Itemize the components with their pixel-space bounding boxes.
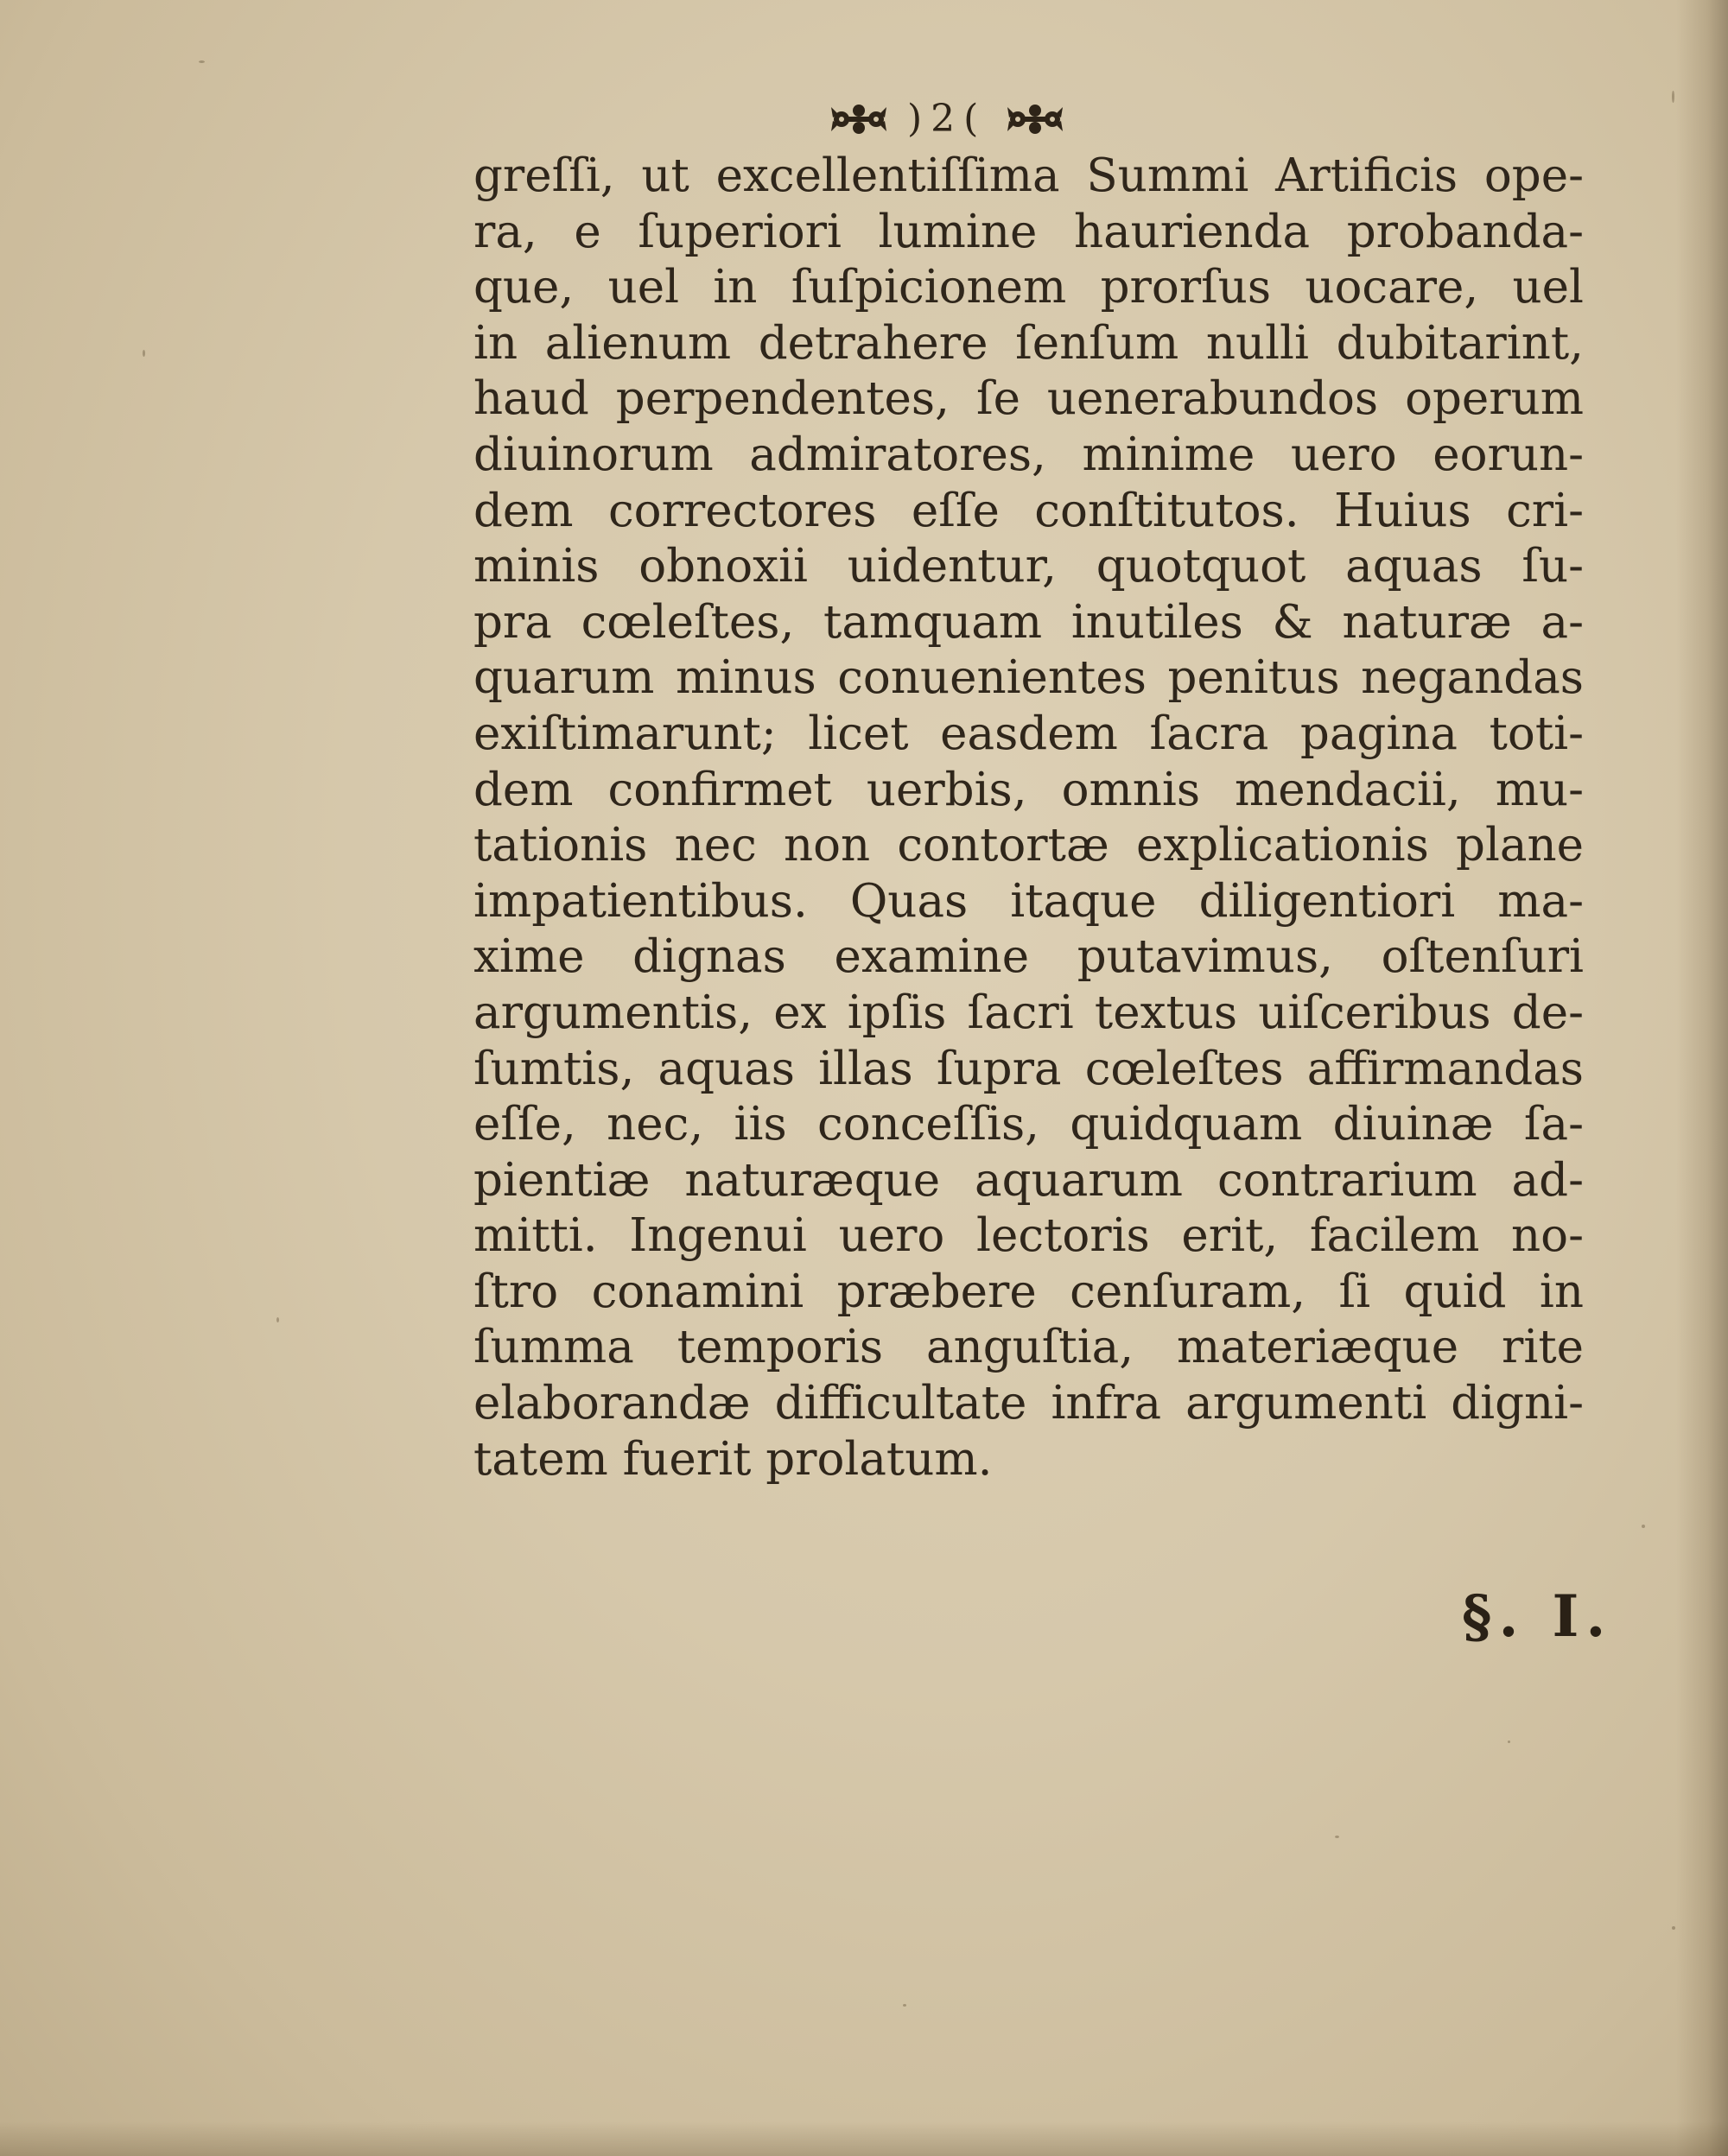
paper-speck	[143, 350, 145, 357]
body-text	[473, 149, 1584, 1487]
text-line: xime dignas examine putavimus, oſtenſuri	[473, 930, 1584, 984]
running-header	[829, 93, 1175, 145]
text-line: ſtro conamini præbere cenſuram, ſi quid in	[473, 1265, 1584, 1318]
text-line: in alienum detrahere ſenſum nulli dubitarint,	[473, 316, 1584, 370]
text-line: ra, e ſuperiori lumine haurienda probanda-	[473, 205, 1584, 258]
page-number: )2(	[907, 97, 988, 141]
page-bottom-shadow	[0, 2121, 1728, 2156]
fleuron-left-icon	[829, 98, 888, 140]
paper-speck	[1672, 91, 1674, 103]
paper-speck	[199, 60, 205, 63]
catchword: §. I.	[1462, 1582, 1613, 1650]
text-line: pientiæ naturæque aquarum contrarium ad-	[473, 1153, 1584, 1207]
paper-speck	[1508, 1741, 1510, 1743]
text-line: mitti. Ingenui uero lectoris erit, facilem no-	[473, 1209, 1584, 1263]
paper-speck	[903, 2004, 906, 2007]
paper-speck	[1335, 1836, 1339, 1838]
text-line: dem confirmet uerbis, omnis mendacii, mu-	[473, 763, 1584, 816]
paper-speck	[1642, 1525, 1645, 1528]
text-line: haud perpendentes, ſe uenerabundos operum	[473, 372, 1584, 426]
text-line: argumentis, ex ipſis ſacri textus uiſceribus de-	[473, 986, 1584, 1039]
text-line: que, uel in ſuſpicionem prorſus uocare, uel	[473, 261, 1584, 314]
page-edge-shadow	[1676, 0, 1728, 2156]
text-line: tationis nec non contortæ explicationis plane	[473, 819, 1584, 872]
paper-speck	[1672, 1926, 1675, 1930]
text-line: elaborandæ difficultate infra argumenti digni-	[473, 1377, 1584, 1430]
text-line: tatem fuerit prolatum.	[473, 1432, 993, 1486]
paper-speck	[276, 1317, 279, 1322]
text-line: diuinorum admiratores, minime uero eorun-	[473, 428, 1584, 481]
text-line: eſſe, nec, iis conceſſis, quidquam diuinæ ſa-	[473, 1098, 1584, 1151]
text-line: minis obnoxii uidentur, quotquot aquas ſu-	[473, 540, 1584, 593]
text-line: exiſtimarunt; licet easdem ſacra pagina toti-	[473, 707, 1584, 760]
text-line: greſſi, ut excellentiſſima Summi Artificis ope-	[473, 149, 1584, 202]
text-line: pra cœleſtes, tamquam inutiles & naturæ a-	[473, 595, 1584, 649]
text-line: impatientibus. Quas itaque diligentiori ma-	[473, 874, 1584, 928]
text-line: ſumtis, aquas illas ſupra cœleſtes affirmandas	[473, 1042, 1584, 1095]
text-line: ſumma temporis anguſtia, materiæque rite	[473, 1321, 1584, 1374]
text-line: quarum minus conuenientes penitus negandas	[473, 651, 1584, 705]
text-line: dem correctores eſſe conſtitutos. Huius cri-	[473, 484, 1584, 537]
fleuron-right-icon	[1006, 98, 1064, 140]
